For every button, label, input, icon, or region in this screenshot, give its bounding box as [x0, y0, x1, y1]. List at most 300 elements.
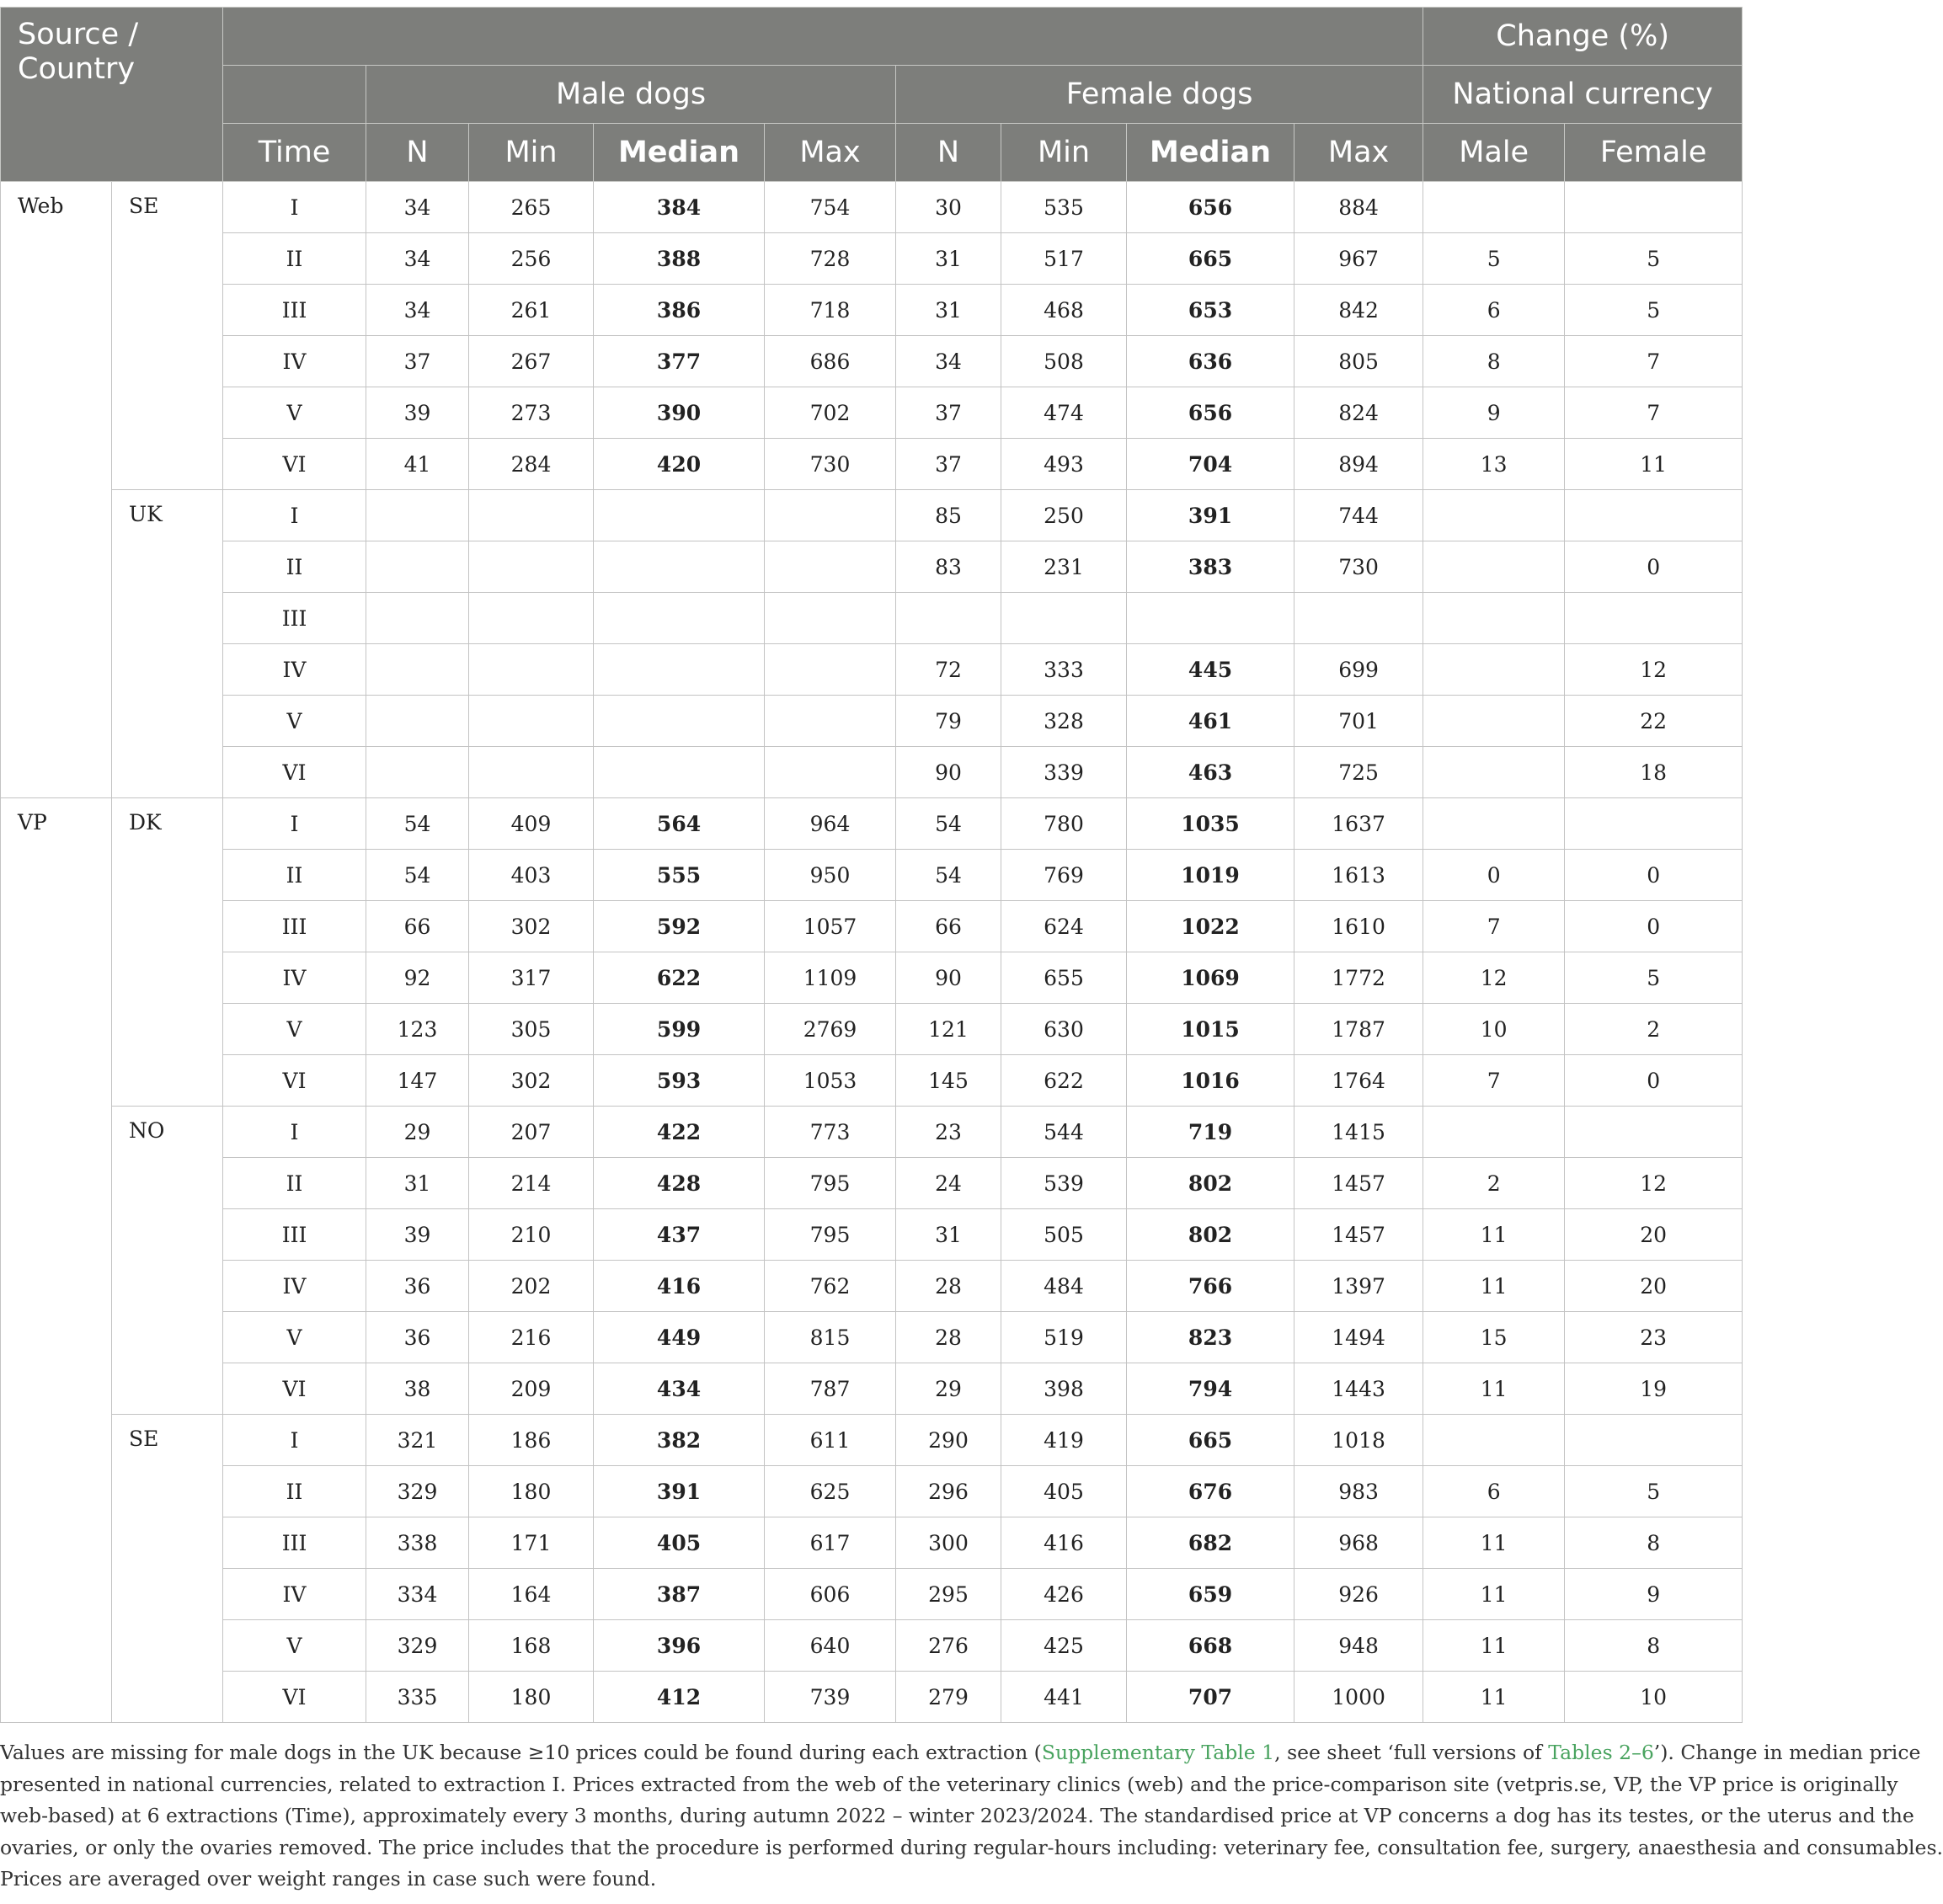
cell-female-max: 1610: [1294, 901, 1423, 952]
cell-male-n: 41: [366, 439, 469, 490]
cell-female-median: 1019: [1127, 850, 1294, 901]
cell-female-n: [896, 593, 1001, 644]
cell-female-min: 333: [1001, 644, 1127, 696]
cell-male-n: 66: [366, 901, 469, 952]
cell-female-n: 31: [896, 285, 1001, 336]
cell-female-n: 79: [896, 696, 1001, 747]
cell-male-n: 34: [366, 285, 469, 336]
cell-male-max: 739: [765, 1672, 896, 1723]
cell-change-female: 10: [1565, 1672, 1743, 1723]
cell-female-n: 54: [896, 798, 1001, 850]
cell-female-n: 54: [896, 850, 1001, 901]
cell-male-n: 54: [366, 798, 469, 850]
cell-female-n: 30: [896, 182, 1001, 233]
cell-female-median: 1015: [1127, 1004, 1294, 1055]
cell-change-male: 10: [1423, 1004, 1565, 1055]
cell-change-male: [1423, 798, 1565, 850]
cell-change-female: 20: [1565, 1261, 1743, 1312]
cell-male-n: [366, 644, 469, 696]
footnote-text: Values are missing for male dogs in the UK because ≥10 prices could be found during each extraction (: [0, 1741, 1042, 1764]
cell-male-median: [594, 644, 765, 696]
cell-female-max: 1415: [1294, 1107, 1423, 1158]
cell-female-max: 1018: [1294, 1415, 1423, 1466]
cell-male-max: 617: [765, 1517, 896, 1569]
cell-male-min: [469, 696, 594, 747]
cell-male-n: [366, 541, 469, 593]
cell-male-median: 382: [594, 1415, 765, 1466]
change-pct-header: Change (%): [1423, 8, 1743, 66]
cell-change-female: 7: [1565, 336, 1743, 387]
cell-female-n: 37: [896, 439, 1001, 490]
footnote-line-5: Prices are averaged over weight ranges in case such were found.: [0, 1867, 657, 1891]
cell-change-female: 2: [1565, 1004, 1743, 1055]
cell-female-min: 426: [1001, 1569, 1127, 1620]
cell-male-median: [594, 696, 765, 747]
cell-male-min: [469, 593, 594, 644]
cell-male-max: 1053: [765, 1055, 896, 1107]
cell-female-n: 29: [896, 1363, 1001, 1415]
col-male-n: N: [366, 124, 469, 182]
cell-male-n: 37: [366, 336, 469, 387]
cell-male-n: 123: [366, 1004, 469, 1055]
table-row: [1, 1055, 1743, 1107]
cell-female-max: 805: [1294, 336, 1423, 387]
cell-male-min: 210: [469, 1209, 594, 1261]
cell-male-median: 428: [594, 1158, 765, 1209]
cell-female-n: 290: [896, 1415, 1001, 1466]
cell-female-min: 416: [1001, 1517, 1127, 1569]
cell-male-min: 284: [469, 439, 594, 490]
cell-male-min: 265: [469, 182, 594, 233]
cell-change-male: 9: [1423, 387, 1565, 439]
cell-male-max: 1057: [765, 901, 896, 952]
cell-male-median: 416: [594, 1261, 765, 1312]
cell-time: VI: [223, 747, 366, 798]
cell-female-n: 66: [896, 901, 1001, 952]
cell-change-female: 7: [1565, 387, 1743, 439]
cell-time: II: [223, 1158, 366, 1209]
cell-change-male: 6: [1423, 1466, 1565, 1517]
col-male-median: Median: [594, 124, 765, 182]
header-row-2: [1, 66, 1743, 124]
cell-female-min: 624: [1001, 901, 1127, 952]
country-cell: UK: [112, 490, 223, 798]
cell-male-median: 412: [594, 1672, 765, 1723]
cell-male-median: 449: [594, 1312, 765, 1363]
table-row: [1, 1107, 1743, 1158]
cell-female-median: 766: [1127, 1261, 1294, 1312]
cell-female-n: 279: [896, 1672, 1001, 1723]
cell-change-female: 9: [1565, 1569, 1743, 1620]
cell-change-male: 12: [1423, 952, 1565, 1004]
cell-female-min: 517: [1001, 233, 1127, 285]
cell-male-max: 606: [765, 1569, 896, 1620]
table-body: [1, 182, 1743, 1723]
cell-female-median: 653: [1127, 285, 1294, 336]
cell-change-female: 5: [1565, 952, 1743, 1004]
footnote-text: , see sheet ‘full versions of: [1274, 1741, 1549, 1764]
national-currency-header: National currency: [1423, 66, 1743, 124]
cell-male-n: 334: [366, 1569, 469, 1620]
cell-male-median: 593: [594, 1055, 765, 1107]
cell-male-median: 437: [594, 1209, 765, 1261]
footnote-text: ’). Change in median price: [1653, 1741, 1921, 1764]
cell-male-max: [765, 747, 896, 798]
cell-male-median: 422: [594, 1107, 765, 1158]
cell-time: IV: [223, 1261, 366, 1312]
cell-time: I: [223, 490, 366, 541]
cell-female-median: 719: [1127, 1107, 1294, 1158]
header-row-3: [1, 124, 1743, 182]
cell-time: VI: [223, 439, 366, 490]
table-row: [1, 593, 1743, 644]
cell-time: II: [223, 233, 366, 285]
cell-time: I: [223, 1415, 366, 1466]
cell-female-max: 968: [1294, 1517, 1423, 1569]
cell-change-female: 12: [1565, 644, 1743, 696]
footnote-line-1: [0, 1737, 1921, 1769]
cell-male-median: 564: [594, 798, 765, 850]
cell-male-n: 36: [366, 1312, 469, 1363]
cell-female-max: 967: [1294, 233, 1423, 285]
table-row: [1, 387, 1743, 439]
cell-female-median: 802: [1127, 1209, 1294, 1261]
cell-male-max: [765, 644, 896, 696]
cell-female-median: 668: [1127, 1620, 1294, 1672]
cell-female-min: 474: [1001, 387, 1127, 439]
cell-change-female: [1565, 593, 1743, 644]
cell-male-n: [366, 490, 469, 541]
cell-male-max: 754: [765, 182, 896, 233]
cell-change-male: 6: [1423, 285, 1565, 336]
table-footnote: [0, 1737, 1943, 1896]
cell-female-max: 1494: [1294, 1312, 1423, 1363]
col-change-male: Male: [1423, 124, 1565, 182]
cell-time: II: [223, 850, 366, 901]
table-row: [1, 1672, 1743, 1723]
cell-change-male: 15: [1423, 1312, 1565, 1363]
table-row: [1, 696, 1743, 747]
cell-male-median: 434: [594, 1363, 765, 1415]
cell-change-female: 8: [1565, 1620, 1743, 1672]
cell-female-median: 1022: [1127, 901, 1294, 952]
cell-time: V: [223, 1004, 366, 1055]
cell-male-min: 256: [469, 233, 594, 285]
cell-female-median: 463: [1127, 747, 1294, 798]
cell-male-max: 795: [765, 1158, 896, 1209]
header-blank: [223, 8, 1423, 66]
cell-male-n: [366, 747, 469, 798]
cell-change-male: 13: [1423, 439, 1565, 490]
cell-female-max: 1397: [1294, 1261, 1423, 1312]
cell-time: VI: [223, 1363, 366, 1415]
col-male-min: Min: [469, 124, 594, 182]
cell-female-median: 656: [1127, 182, 1294, 233]
cell-male-n: 31: [366, 1158, 469, 1209]
cell-time: VI: [223, 1055, 366, 1107]
cell-male-min: 409: [469, 798, 594, 850]
cell-female-max: 1443: [1294, 1363, 1423, 1415]
cell-change-male: [1423, 747, 1565, 798]
country-cell: DK: [112, 798, 223, 1107]
cell-male-min: 267: [469, 336, 594, 387]
table-row: [1, 1261, 1743, 1312]
cell-time: IV: [223, 644, 366, 696]
cell-female-min: 535: [1001, 182, 1127, 233]
cell-change-male: 5: [1423, 233, 1565, 285]
cell-change-female: [1565, 182, 1743, 233]
country-cell: SE: [112, 1415, 223, 1723]
cell-change-female: [1565, 798, 1743, 850]
cell-time: V: [223, 696, 366, 747]
cell-female-median: 676: [1127, 1466, 1294, 1517]
cell-female-n: 90: [896, 747, 1001, 798]
cell-male-min: 305: [469, 1004, 594, 1055]
cell-male-max: 625: [765, 1466, 896, 1517]
table-row: [1, 439, 1743, 490]
cell-female-n: 295: [896, 1569, 1001, 1620]
cell-change-male: 0: [1423, 850, 1565, 901]
cell-female-n: 300: [896, 1517, 1001, 1569]
cell-female-max: 1764: [1294, 1055, 1423, 1107]
cell-male-max: 702: [765, 387, 896, 439]
cell-female-median: 1035: [1127, 798, 1294, 850]
cell-female-max: 701: [1294, 696, 1423, 747]
cell-male-min: [469, 541, 594, 593]
cell-male-max: 730: [765, 439, 896, 490]
cell-male-max: 815: [765, 1312, 896, 1363]
footnote-line-2: presented in national currencies, related to extraction I. Prices extracted from the web of the veterinary clinics (web) and the price-comparison site (vetpris.se, VP, the VP price is originally: [0, 1772, 1898, 1796]
cell-male-max: 640: [765, 1620, 896, 1672]
cell-male-max: 964: [765, 798, 896, 850]
cell-male-n: 329: [366, 1620, 469, 1672]
col-female-max: Max: [1294, 124, 1423, 182]
table-row: [1, 182, 1743, 233]
cell-female-max: 1787: [1294, 1004, 1423, 1055]
cell-male-max: 787: [765, 1363, 896, 1415]
cell-female-min: 398: [1001, 1363, 1127, 1415]
cell-female-median: 823: [1127, 1312, 1294, 1363]
cell-female-n: 31: [896, 1209, 1001, 1261]
cell-male-max: 718: [765, 285, 896, 336]
cell-male-n: 54: [366, 850, 469, 901]
cell-male-min: 168: [469, 1620, 594, 1672]
cell-female-median: 665: [1127, 1415, 1294, 1466]
table-row: [1, 490, 1743, 541]
female-dogs-header: Female dogs: [896, 66, 1423, 124]
cell-male-median: 386: [594, 285, 765, 336]
cell-female-median: 794: [1127, 1363, 1294, 1415]
cell-male-min: 180: [469, 1672, 594, 1723]
cell-female-n: 83: [896, 541, 1001, 593]
cell-change-female: 5: [1565, 285, 1743, 336]
cell-male-max: 950: [765, 850, 896, 901]
cell-female-max: 894: [1294, 439, 1423, 490]
cell-female-min: 484: [1001, 1261, 1127, 1312]
cell-male-n: 92: [366, 952, 469, 1004]
table-row: [1, 1363, 1743, 1415]
cell-male-median: [594, 593, 765, 644]
cell-male-median: 396: [594, 1620, 765, 1672]
cell-male-n: [366, 593, 469, 644]
cell-female-min: 769: [1001, 850, 1127, 901]
cell-time: III: [223, 1209, 366, 1261]
cell-female-min: 630: [1001, 1004, 1127, 1055]
cell-female-median: 383: [1127, 541, 1294, 593]
cell-change-male: 11: [1423, 1517, 1565, 1569]
price-table: [0, 7, 1743, 1723]
cell-male-min: 216: [469, 1312, 594, 1363]
cell-female-min: 508: [1001, 336, 1127, 387]
cell-change-female: [1565, 1107, 1743, 1158]
supplementary-table-link[interactable]: Supplementary Table 1: [1041, 1741, 1275, 1764]
table-row: [1, 850, 1743, 901]
cell-change-female: [1565, 490, 1743, 541]
country-cell: SE: [112, 182, 223, 490]
cell-female-median: 704: [1127, 439, 1294, 490]
cell-change-female: 11: [1565, 439, 1743, 490]
cell-time: III: [223, 1517, 366, 1569]
cell-female-min: 539: [1001, 1158, 1127, 1209]
cell-male-n: 335: [366, 1672, 469, 1723]
cell-female-min: 519: [1001, 1312, 1127, 1363]
cell-male-median: 391: [594, 1466, 765, 1517]
table-row: [1, 747, 1743, 798]
cell-male-max: [765, 593, 896, 644]
table-row: [1, 1569, 1743, 1620]
cell-female-n: 85: [896, 490, 1001, 541]
cell-male-min: 209: [469, 1363, 594, 1415]
cell-male-n: 38: [366, 1363, 469, 1415]
cell-male-median: 420: [594, 439, 765, 490]
cell-female-n: 24: [896, 1158, 1001, 1209]
cell-male-median: 390: [594, 387, 765, 439]
tables-link[interactable]: Tables 2–6: [1548, 1741, 1654, 1764]
cell-time: V: [223, 1312, 366, 1363]
cell-female-median: 636: [1127, 336, 1294, 387]
cell-male-min: 171: [469, 1517, 594, 1569]
cell-female-max: 730: [1294, 541, 1423, 593]
cell-male-max: 762: [765, 1261, 896, 1312]
cell-female-min: 425: [1001, 1620, 1127, 1672]
cell-male-max: 728: [765, 233, 896, 285]
cell-female-n: 34: [896, 336, 1001, 387]
cell-male-n: 34: [366, 182, 469, 233]
col-male-max: Max: [765, 124, 896, 182]
cell-male-median: 384: [594, 182, 765, 233]
cell-female-min: 493: [1001, 439, 1127, 490]
cell-female-n: 23: [896, 1107, 1001, 1158]
cell-female-median: 461: [1127, 696, 1294, 747]
cell-male-median: 388: [594, 233, 765, 285]
cell-change-female: 22: [1565, 696, 1743, 747]
cell-male-median: 599: [594, 1004, 765, 1055]
cell-male-min: 207: [469, 1107, 594, 1158]
cell-male-n: [366, 696, 469, 747]
cell-female-n: 31: [896, 233, 1001, 285]
table-row: [1, 901, 1743, 952]
cell-change-male: [1423, 1107, 1565, 1158]
source-cell: VP: [1, 798, 112, 1723]
cell-time: V: [223, 387, 366, 439]
header-row-1: [1, 8, 1743, 66]
cell-female-min: 505: [1001, 1209, 1127, 1261]
cell-time: II: [223, 541, 366, 593]
cell-male-min: [469, 644, 594, 696]
cell-time: I: [223, 798, 366, 850]
cell-female-max: 1457: [1294, 1158, 1423, 1209]
cell-time: IV: [223, 1569, 366, 1620]
cell-female-median: 665: [1127, 233, 1294, 285]
cell-female-max: 1637: [1294, 798, 1423, 850]
cell-change-female: 0: [1565, 1055, 1743, 1107]
cell-female-max: 1457: [1294, 1209, 1423, 1261]
cell-female-max: 1000: [1294, 1672, 1423, 1723]
cell-change-female: 8: [1565, 1517, 1743, 1569]
table-row: [1, 1415, 1743, 1466]
cell-male-median: 405: [594, 1517, 765, 1569]
cell-change-male: [1423, 490, 1565, 541]
table-row: [1, 1312, 1743, 1363]
cell-male-median: [594, 490, 765, 541]
cell-female-median: 1016: [1127, 1055, 1294, 1107]
cell-male-max: 795: [765, 1209, 896, 1261]
cell-male-min: 302: [469, 901, 594, 952]
cell-change-male: 2: [1423, 1158, 1565, 1209]
cell-female-max: 884: [1294, 182, 1423, 233]
cell-male-min: 261: [469, 285, 594, 336]
cell-change-male: 8: [1423, 336, 1565, 387]
cell-change-male: [1423, 593, 1565, 644]
cell-male-n: 34: [366, 233, 469, 285]
col-time: Time: [223, 124, 366, 182]
cell-female-min: 468: [1001, 285, 1127, 336]
cell-time: V: [223, 1620, 366, 1672]
table-row: [1, 1209, 1743, 1261]
cell-female-min: 441: [1001, 1672, 1127, 1723]
cell-female-n: 72: [896, 644, 1001, 696]
cell-female-min: 339: [1001, 747, 1127, 798]
cell-change-male: [1423, 541, 1565, 593]
cell-male-min: [469, 490, 594, 541]
cell-female-median: 682: [1127, 1517, 1294, 1569]
table-row: [1, 644, 1743, 696]
cell-male-max: [765, 541, 896, 593]
cell-female-n: 28: [896, 1261, 1001, 1312]
table-row: [1, 285, 1743, 336]
cell-female-min: 419: [1001, 1415, 1127, 1466]
table-row: [1, 541, 1743, 593]
cell-female-max: 926: [1294, 1569, 1423, 1620]
cell-female-n: 90: [896, 952, 1001, 1004]
cell-female-max: 744: [1294, 490, 1423, 541]
cell-time: II: [223, 1466, 366, 1517]
cell-change-female: 5: [1565, 233, 1743, 285]
cell-male-min: [469, 747, 594, 798]
cell-change-female: 0: [1565, 850, 1743, 901]
cell-male-median: 377: [594, 336, 765, 387]
col-female-min: Min: [1001, 124, 1127, 182]
cell-male-min: 302: [469, 1055, 594, 1107]
cell-female-max: [1294, 593, 1423, 644]
price-table-container: [0, 7, 1742, 1723]
cell-male-min: 273: [469, 387, 594, 439]
col-change-female: Female: [1565, 124, 1743, 182]
cell-male-max: 686: [765, 336, 896, 387]
cell-male-median: [594, 747, 765, 798]
table-row: [1, 233, 1743, 285]
cell-male-n: 39: [366, 387, 469, 439]
